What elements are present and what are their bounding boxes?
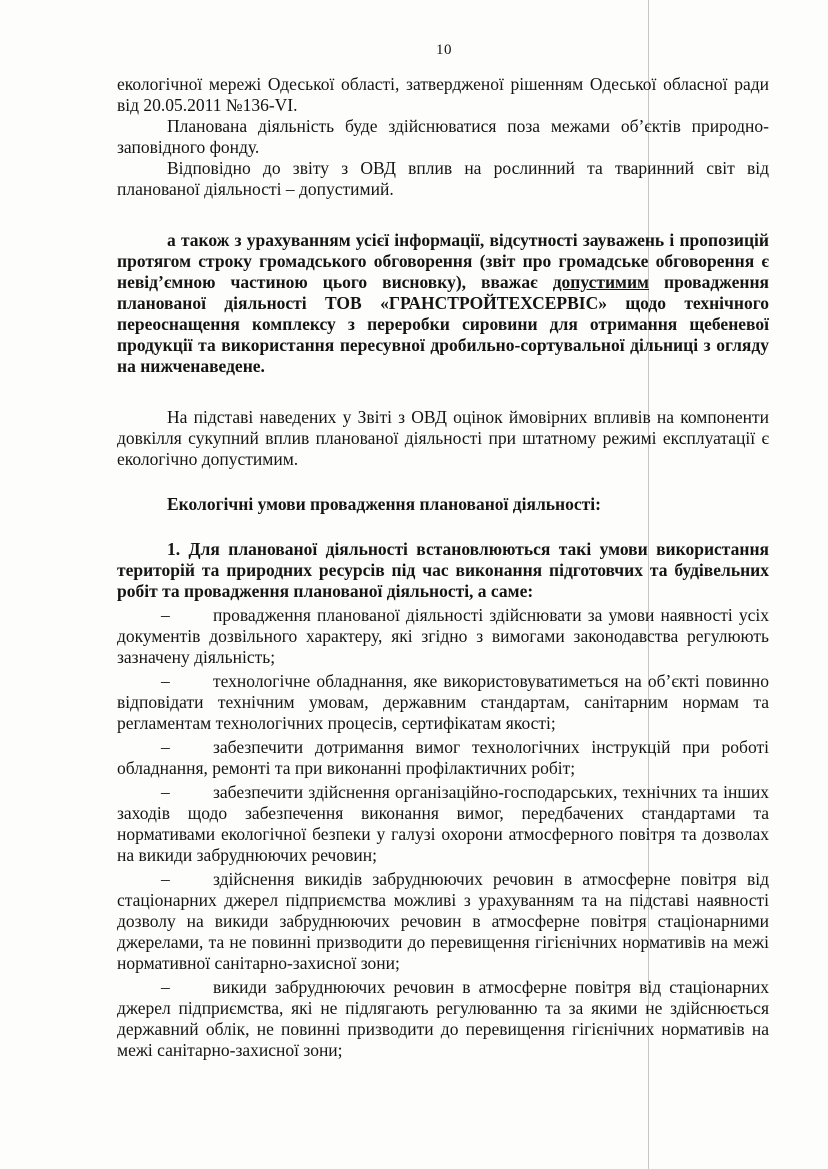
dash-marker: – <box>161 977 170 997</box>
list-item <box>117 782 769 866</box>
list-item-text: забезпечити здійснення організаційно-господарських, технічних та інших заходів щодо забезпечення виконання вимог, передбачених стандартами та нормативами екологічної безпеки у галузі охорони атмосферного повітря та дозволах на викиди забруднюючих речовин; <box>117 782 769 865</box>
list-item-text: здійснення викидів забруднюючих речовин в атмосферне повітря від стаціонарних джерел підприємства можливі з урахуванням та на підставі наявності дозволу на викиди забруднюючих речовин в атмосферне повітря стаціонарними джерелами, та не повинні призводити до перевищення гігієнічних нормативів на межі нормативної санітарно-захисної зони; <box>117 869 769 973</box>
conclusion-paragraph <box>117 230 769 377</box>
list-item-text: провадження планованої діяльності здійснювати за умови наявності усіх документів дозвільного характеру, які згідно з вимогами законодавства регулюють зазначену діяльність; <box>117 605 769 667</box>
condition-1-heading: 1. Для планованої діяльності встановлюються такі умови використання територій та природних ресурсів під час виконання підготовчих та будівельних робіт та провадження планованої діяльності, а саме: <box>117 539 769 601</box>
assessment-paragraph: На підставі наведених у Звіті з ОВД оцінок ймовірних впливів на компоненти довкілля сукупний вплив планованої діяльності при штатному режимі експлуатації є екологічно допустимим. <box>117 407 769 469</box>
conclusion-text-part1: а також з урахуванням усієї інформації, відсутності зауважень і пропозицій протягом строку громадського обговорення (звіт про громадське обговорення є невід’ємною частиною цього висновку), вважає <box>117 230 769 292</box>
conclusion-verdict: допустимим <box>552 272 649 292</box>
paragraph-flora-fauna: Відповідно до звіту з ОВД вплив на рослинний та тваринний світ від планованої діяльності – допустимий. <box>117 158 769 199</box>
list-item <box>117 671 769 734</box>
condition-list <box>117 605 769 1061</box>
list-item-text: технологічне обладнання, яке використовуватиметься на об’єкті повинно відповідати технічним умовам, державним стандартам, санітарним нормам та регламентам технологічних процесів, сертифікатам якості; <box>117 671 769 733</box>
dash-marker: – <box>161 782 170 802</box>
conclusion-text-part2: провадження планованої діяльності ТОВ «ГРАНСТРОЙТЕХСЕРВІС» щодо технічного переоснащення комплексу з переробки сировини для отримання щебеневої продукції та використання пересувної дробильно-сортувальної дільниці з огляду на нижченаведене. <box>117 272 770 376</box>
paragraph-continuation: екологічної мережі Одеської області, затвердженої рішенням Одеської обласної ради від 20.05.2011 №136-VI. <box>117 74 769 115</box>
dash-marker: – <box>161 737 170 757</box>
list-item <box>117 737 769 779</box>
document-body <box>117 74 769 1061</box>
list-item-text: викиди забруднюючих речовин в атмосферне повітря від стаціонарних джерел підприємства, які не підлягають регулюванню та за якими не здійснюється державний облік, не повинні призводити до перевищення гігієнічних нормативів на межі санітарно-захисної зони; <box>117 977 769 1060</box>
paragraph-protected-areas: Планована діяльність буде здійснюватися поза межами об’єктів природно-заповідного фонду. <box>117 116 769 157</box>
dash-marker: – <box>161 605 170 625</box>
list-item <box>117 977 769 1061</box>
dash-marker: – <box>161 671 170 691</box>
page-number: 10 <box>436 42 452 58</box>
list-item-text: забезпечити дотримання вимог технологічних інструкцій при роботі обладнання, ремонті та при виконанні профілактичних робіт; <box>117 737 769 778</box>
conditions-heading: Екологічні умови провадження планованої діяльності: <box>167 494 601 514</box>
list-item <box>117 605 769 668</box>
dash-marker: – <box>161 869 170 889</box>
list-item <box>117 869 769 974</box>
